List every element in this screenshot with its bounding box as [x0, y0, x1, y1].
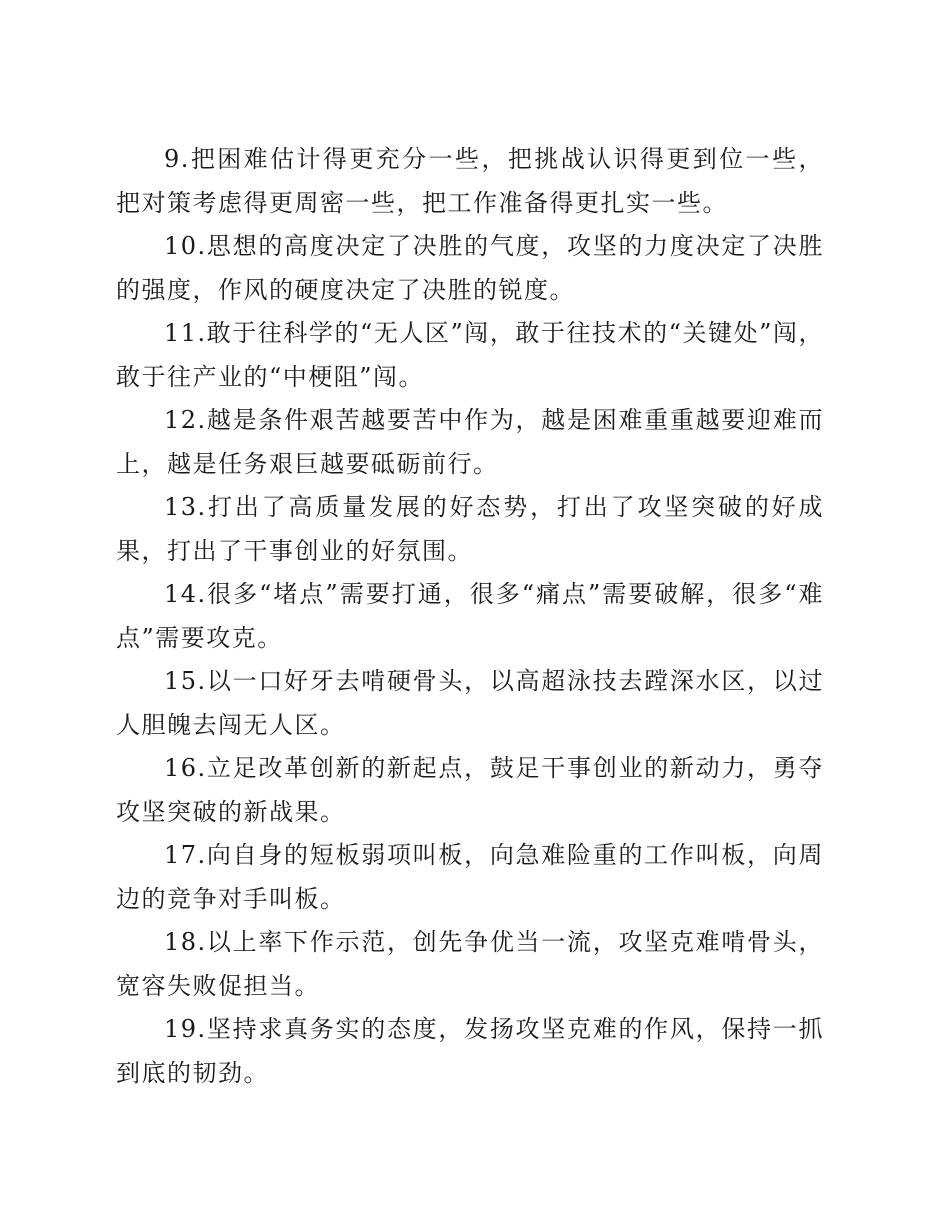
paragraph-11: 11.敢于往科学的“无人区”闯，敢于往技术的“关键处”闯，敢于往产业的“中梗阻”闯。 — [116, 319, 824, 391]
paragraph-12: 12.越是条件艰苦越要苦中作为，越是困难重重越要迎难而上，越是任务艰巨越要砥砺前行。 — [116, 406, 824, 478]
paragraph-19: 19.坚持求真务实的态度，发扬攻坚克难的作风，保持一抓到底的韧劲。 — [116, 1015, 824, 1087]
paragraph-15: 15.以一口好牙去啃硬骨头，以高超泳技去蹚深水区，以过人胆魄去闯无人区。 — [116, 667, 824, 739]
paragraph-17: 17.向自身的短板弱项叫板，向急难险重的工作叫板，向周边的竞争对手叫板。 — [116, 841, 824, 913]
paragraph-13: 13.打出了高质量发展的好态势，打出了攻坚突破的好成果，打出了干事创业的好氛围。 — [116, 493, 824, 565]
paragraph-10: 10.思想的高度决定了决胜的气度，攻坚的力度决定了决胜的强度，作风的硬度决定了决胜的锐度。 — [116, 232, 824, 304]
paragraph-14: 14.很多“堵点”需要打通，很多“痛点”需要破解，很多“难点”需要攻克。 — [116, 580, 824, 652]
paragraph-9: 9.把困难估计得更充分一些，把挑战认识得更到位一些，把对策考虑得更周密一些，把工作准备得更扎实一些。 — [116, 145, 824, 217]
paragraph-16: 16.立足改革创新的新起点，鼓足干事创业的新动力，勇夺攻坚突破的新战果。 — [116, 754, 824, 826]
paragraph-18: 18.以上率下作示范，创先争优当一流，攻坚克难啃骨头，宽容失败促担当。 — [116, 928, 824, 1000]
document-body — [116, 138, 824, 1095]
